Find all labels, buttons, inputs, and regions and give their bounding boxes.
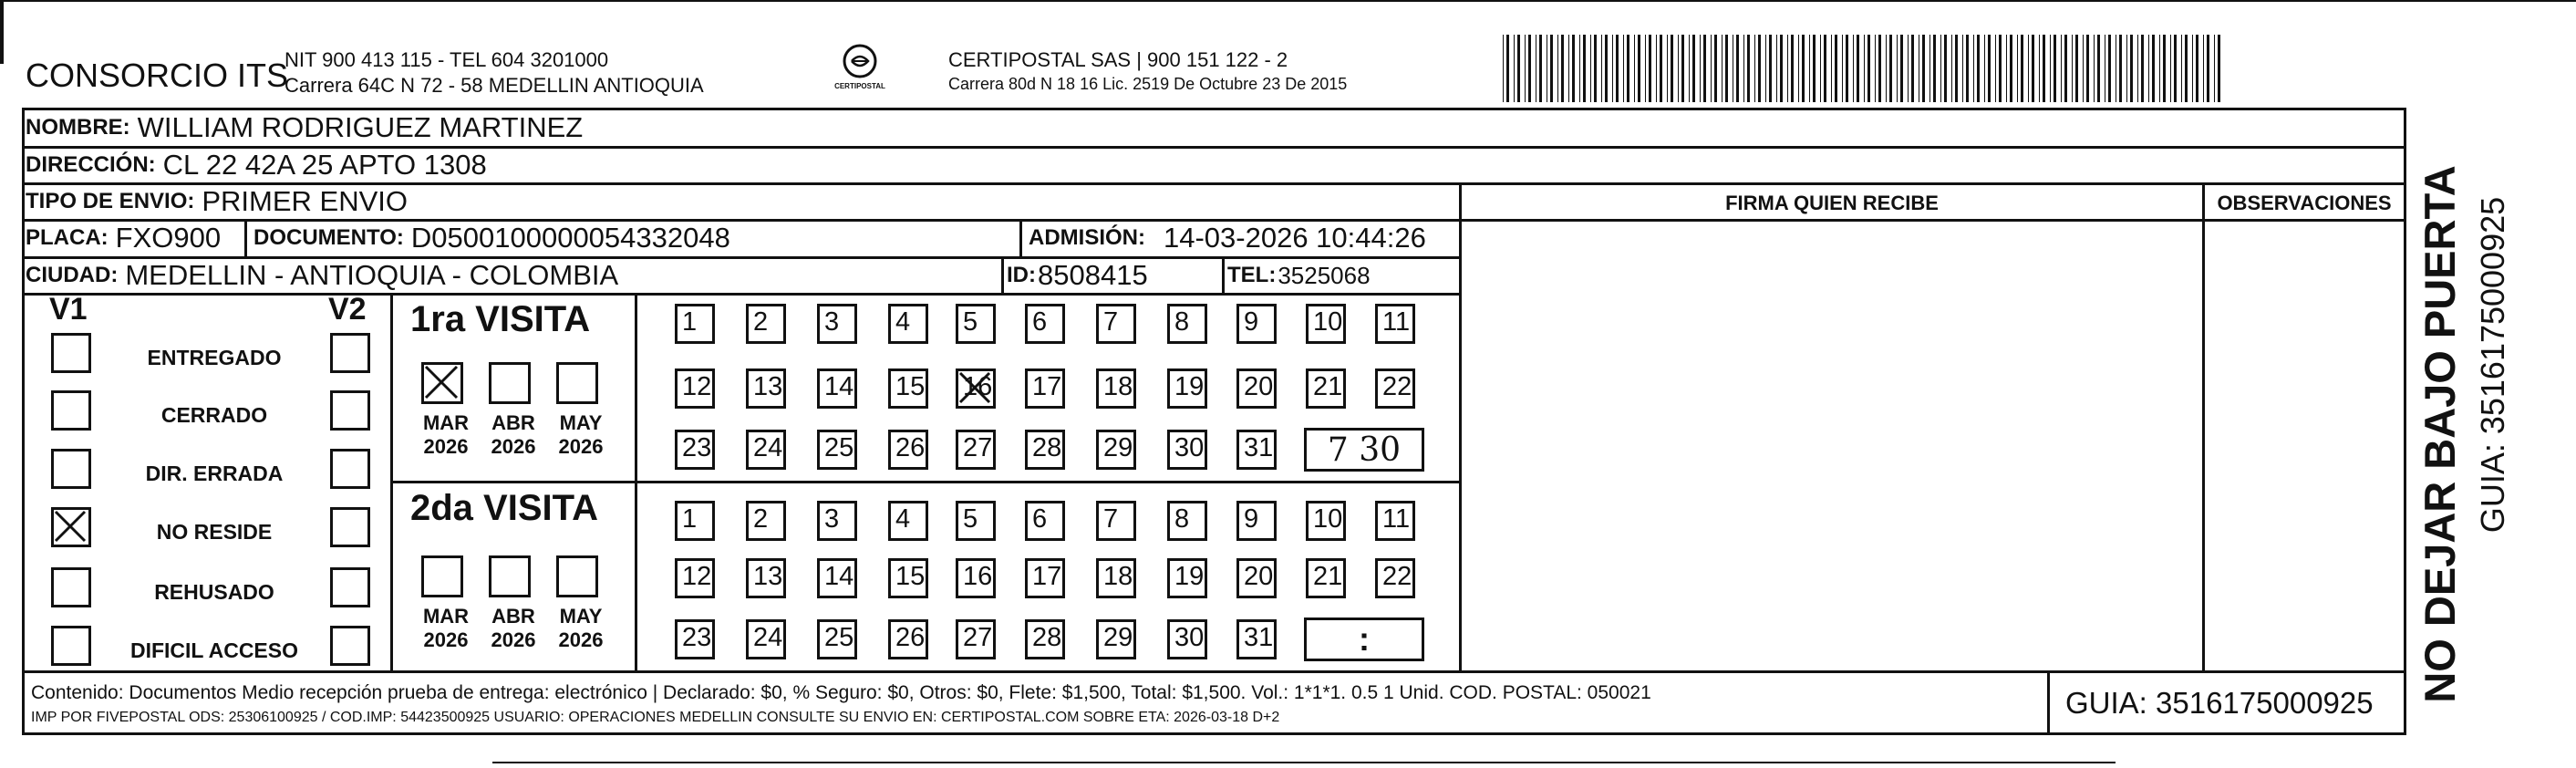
documento-label: DOCUMENTO: <box>253 225 404 250</box>
day-box[interactable] <box>888 619 928 659</box>
placa-split <box>244 219 247 257</box>
time-box[interactable]: : <box>1304 618 1424 661</box>
month-checkbox[interactable] <box>556 555 598 597</box>
admision-split <box>1019 219 1022 257</box>
day-number: 29 <box>1103 623 1133 652</box>
no-dejar-bajo-puerta: NO DEJAR BAJO PUERTA <box>2416 165 2464 703</box>
day-number: 7 <box>1103 504 1119 534</box>
day-number: 25 <box>824 623 854 652</box>
day-number: 3 <box>824 307 840 337</box>
day-box[interactable] <box>1167 430 1207 470</box>
certipostal-license: Carrera 80d N 18 16 Lic. 2519 De Octubre 23 De 2015 <box>948 75 1348 93</box>
day-box[interactable] <box>1236 558 1277 598</box>
documento-value: D0500100000054332048 <box>410 222 730 254</box>
day-box[interactable] <box>746 304 786 344</box>
day-number: 14 <box>824 562 854 591</box>
month-label: MAR <box>422 411 470 434</box>
day-number: 7 <box>1103 307 1119 337</box>
month-checkbox[interactable] <box>421 362 463 404</box>
admision-label: ADMISIÓN: <box>1029 225 1145 250</box>
month-label: ABR <box>491 411 535 434</box>
barcode <box>1503 35 2229 102</box>
day-box[interactable] <box>746 619 786 659</box>
status-v1-checkbox[interactable] <box>51 507 91 547</box>
day-box[interactable] <box>1236 619 1277 659</box>
day-box[interactable] <box>746 368 786 409</box>
day-number: 10 <box>1313 504 1343 534</box>
day-box[interactable] <box>956 619 996 659</box>
day-box[interactable] <box>1167 501 1207 541</box>
day-number: 8 <box>1174 504 1190 534</box>
day-number: 23 <box>682 623 712 652</box>
day-box[interactable] <box>675 619 715 659</box>
status-label: DIFICIL ACCESO <box>129 638 298 662</box>
direccion-value: CL 22 42A 25 APTO 1308 <box>162 149 487 181</box>
status-v2-checkbox[interactable] <box>330 507 370 547</box>
firma-header: FIRMA QUIEN RECIBE <box>1725 192 1939 214</box>
month-label: MAR <box>422 605 470 628</box>
ciudad-row <box>26 259 618 292</box>
tipo-row <box>26 185 408 218</box>
day-box[interactable] <box>956 304 996 344</box>
x-mark-icon <box>424 365 460 401</box>
status-v1-checkbox[interactable] <box>51 626 91 666</box>
day-number: 4 <box>895 307 911 337</box>
day-box[interactable] <box>1167 619 1207 659</box>
day-number: 8 <box>1174 307 1190 337</box>
tel-row <box>1227 259 1371 292</box>
id-row <box>1007 259 1148 292</box>
day-box[interactable] <box>817 558 857 598</box>
admision-value: 14-03-2026 10:44:26 <box>1164 222 1426 254</box>
day-number: 14 <box>824 372 854 401</box>
day-number: 26 <box>895 623 926 652</box>
v2-label: V2 <box>328 292 367 327</box>
day-number: 6 <box>1032 504 1048 534</box>
day-box[interactable] <box>1096 558 1136 598</box>
footer-imp: IMP POR FIVEPOSTAL ODS: 25306100925 / COD.IMP: 54423500925 USUARIO: OPERACIONES MEDELLIN CONSULTE SU ENVIO EN: CERTIPOSTAL.COM SOBRE ETA: 2026-03-18 D+2 <box>31 710 1280 725</box>
day-number: 19 <box>1174 372 1205 401</box>
guia-box-split <box>2047 670 2050 734</box>
day-number: 23 <box>682 433 712 462</box>
day-box[interactable] <box>1096 368 1136 409</box>
day-number: 15 <box>895 372 926 401</box>
day-number: 25 <box>824 433 854 462</box>
side-guia: GUIA: 3516175000925 <box>2474 196 2511 534</box>
day-number: 4 <box>895 504 911 534</box>
status-v2-checkbox[interactable] <box>330 449 370 489</box>
day-box[interactable] <box>1025 368 1065 409</box>
day-number: 3 <box>824 504 840 534</box>
day-number: 31 <box>1244 433 1274 462</box>
day-box[interactable] <box>956 430 996 470</box>
month-label: MAY <box>559 605 603 628</box>
day-number: 9 <box>1244 504 1259 534</box>
day-box[interactable] <box>1025 558 1065 598</box>
day-box[interactable] <box>817 619 857 659</box>
day-box[interactable] <box>746 501 786 541</box>
day-number: 1 <box>682 307 698 337</box>
day-box[interactable] <box>1025 619 1065 659</box>
month-checkbox[interactable] <box>556 362 598 404</box>
day-box[interactable] <box>675 558 715 598</box>
day-box[interactable] <box>1167 368 1207 409</box>
placa-value: FXO900 <box>115 222 222 254</box>
id-value: 8508415 <box>1038 259 1148 291</box>
day-box[interactable] <box>817 430 857 470</box>
day-number: 18 <box>1103 562 1133 591</box>
day-box[interactable] <box>956 558 996 598</box>
tipo-label: TIPO DE ENVIO: <box>26 189 195 213</box>
day-box[interactable] <box>1306 501 1346 541</box>
day-number: 24 <box>753 623 783 652</box>
day-number: 20 <box>1244 372 1274 401</box>
ciudad-value: MEDELLIN - ANTIOQUIA - COLOMBIA <box>125 259 619 291</box>
obs-left-line <box>2202 182 2205 672</box>
status-v1-checkbox[interactable] <box>51 390 91 431</box>
day-number: 27 <box>963 433 993 462</box>
certipostal-logo <box>832 42 888 95</box>
status-label: NO RESIDE <box>156 520 273 544</box>
frame-top <box>22 108 2406 110</box>
day-box[interactable] <box>888 304 928 344</box>
frame-left <box>22 108 25 734</box>
day-box[interactable] <box>1375 501 1415 541</box>
nombre-row <box>26 111 583 144</box>
day-box[interactable] <box>675 304 715 344</box>
day-number: 17 <box>1032 372 1062 401</box>
day-number: 6 <box>1032 307 1048 337</box>
company-name: CONSORCIO ITS <box>26 57 289 94</box>
status-label: REHUSADO <box>154 580 274 604</box>
day-box[interactable] <box>817 501 857 541</box>
status-label: CERRADO <box>160 403 268 427</box>
month-year: 2026 <box>558 628 604 651</box>
status-v2-checkbox[interactable] <box>330 333 370 373</box>
day-number: 26 <box>895 433 926 462</box>
day-box[interactable] <box>1167 558 1207 598</box>
day-box[interactable] <box>1306 304 1346 344</box>
bottom-rule <box>492 762 2116 763</box>
day-box[interactable] <box>817 304 857 344</box>
day-box[interactable] <box>675 501 715 541</box>
day-number: 12 <box>682 562 712 591</box>
day-box[interactable] <box>1096 430 1136 470</box>
top-border <box>0 0 2576 2</box>
day-number: 16 <box>963 372 993 401</box>
day-number: 24 <box>753 433 783 462</box>
day-number: 22 <box>1382 562 1412 591</box>
row-line-5 <box>22 293 1461 296</box>
visit2-title: 2da VISITA <box>410 488 598 528</box>
day-number: 21 <box>1313 562 1343 591</box>
observaciones-header: OBSERVACIONES <box>2217 192 2392 214</box>
day-box[interactable] <box>1236 304 1277 344</box>
day-number: 28 <box>1032 433 1062 462</box>
company-address: Carrera 64C N 72 - 58 MEDELLIN ANTIOQUIA <box>284 74 704 97</box>
tel-value: 3525068 <box>1278 261 1371 289</box>
day-box[interactable] <box>1025 430 1065 470</box>
month-checkbox[interactable] <box>421 555 463 597</box>
id-label: ID: <box>1007 263 1036 287</box>
month-year: 2026 <box>423 628 469 651</box>
day-box[interactable] <box>1236 501 1277 541</box>
day-number: 5 <box>963 307 978 337</box>
day-number: 31 <box>1244 623 1274 652</box>
day-box[interactable] <box>1236 368 1277 409</box>
day-number: 5 <box>963 504 978 534</box>
status-label: ENTREGADO <box>147 346 282 369</box>
day-number: 16 <box>963 562 993 591</box>
x-mark-icon <box>54 510 88 545</box>
day-number: 2 <box>753 307 769 337</box>
day-box[interactable] <box>817 368 857 409</box>
day-box[interactable] <box>1025 501 1065 541</box>
day-number: 11 <box>1382 504 1411 534</box>
day-box[interactable] <box>1306 368 1346 409</box>
day-number: 15 <box>895 562 926 591</box>
day-number: 17 <box>1032 562 1062 591</box>
certipostal-nit: CERTIPOSTAL SAS | 900 151 122 - 2 <box>948 48 1288 71</box>
day-box[interactable] <box>888 430 928 470</box>
ciudad-label: CIUDAD: <box>26 263 119 287</box>
status-label: DIR. ERRADA <box>145 462 284 485</box>
company-nit: NIT 900 413 115 - TEL 604 3201000 <box>284 48 609 71</box>
month-year: 2026 <box>423 435 469 458</box>
nombre-value: WILLIAM RODRIGUEZ MARTINEZ <box>137 111 584 143</box>
tel-split <box>1222 256 1225 295</box>
day-number: 20 <box>1244 562 1274 591</box>
day-number: 29 <box>1103 433 1133 462</box>
day-number: 10 <box>1313 307 1343 337</box>
placa-row <box>26 222 221 254</box>
day-number: 30 <box>1174 623 1205 652</box>
id-split <box>1001 256 1004 295</box>
day-box[interactable] <box>1375 368 1415 409</box>
day-number: 30 <box>1174 433 1205 462</box>
day-box[interactable] <box>1167 304 1207 344</box>
month-checkbox[interactable] <box>489 555 531 597</box>
nombre-label: NOMBRE: <box>26 115 130 140</box>
tipo-value: PRIMER ENVIO <box>202 185 409 217</box>
month-label: ABR <box>491 605 535 628</box>
day-number: 13 <box>753 562 783 591</box>
day-box[interactable] <box>888 558 928 598</box>
day-number: 13 <box>753 372 783 401</box>
day-number: 18 <box>1103 372 1133 401</box>
day-box[interactable] <box>956 368 996 409</box>
day-box[interactable] <box>1375 304 1415 344</box>
placa-label: PLACA: <box>26 225 109 250</box>
day-box[interactable] <box>888 501 928 541</box>
day-number: 21 <box>1313 372 1343 401</box>
month-year: 2026 <box>558 435 604 458</box>
month-checkbox[interactable] <box>489 362 531 404</box>
day-number: 1 <box>682 504 698 534</box>
month-year: 2026 <box>491 628 536 651</box>
day-number: 12 <box>682 372 712 401</box>
direccion-row <box>26 149 487 182</box>
day-number: 9 <box>1244 307 1259 337</box>
tel-label: TEL: <box>1227 263 1277 287</box>
day-box[interactable] <box>1025 304 1065 344</box>
status-v1-checkbox[interactable] <box>51 449 91 489</box>
documento-row <box>253 222 730 254</box>
status-v2-checkbox[interactable] <box>330 567 370 607</box>
day-box[interactable] <box>888 368 928 409</box>
day-box[interactable] <box>675 430 715 470</box>
time-box[interactable]: 7 30 <box>1304 428 1424 472</box>
month-year: 2026 <box>491 435 536 458</box>
v1-label: V1 <box>49 292 88 327</box>
status-v2-checkbox[interactable] <box>330 390 370 431</box>
day-box[interactable] <box>1375 558 1415 598</box>
day-box[interactable] <box>956 501 996 541</box>
certipostal-logo-text: CERTIPOSTAL <box>834 82 885 90</box>
day-number: 27 <box>963 623 993 652</box>
footer-guia-box: GUIA: 3516175000925 <box>2065 686 2374 720</box>
day-box[interactable] <box>1096 304 1136 344</box>
day-box[interactable] <box>675 368 715 409</box>
day-box[interactable] <box>1096 501 1136 541</box>
status-v2-checkbox[interactable] <box>330 626 370 666</box>
status-v1-checkbox[interactable] <box>51 333 91 373</box>
day-number: 28 <box>1032 623 1062 652</box>
day-number: 22 <box>1382 372 1412 401</box>
day-box[interactable] <box>1236 430 1277 470</box>
direccion-label: DIRECCIÓN: <box>26 152 156 177</box>
day-number: 19 <box>1174 562 1205 591</box>
month-label: MAY <box>559 411 603 434</box>
day-box[interactable] <box>746 558 786 598</box>
day-box[interactable] <box>746 430 786 470</box>
corner-mark <box>0 0 4 64</box>
day-number: 2 <box>753 504 769 534</box>
admision-row <box>1029 222 1426 254</box>
day-box[interactable] <box>1306 558 1346 598</box>
firma-left-line <box>1459 182 1462 672</box>
status-v1-checkbox[interactable] <box>51 567 91 607</box>
frame-right <box>2404 108 2406 735</box>
day-box[interactable] <box>1096 619 1136 659</box>
visit1-title: 1ra VISITA <box>410 299 591 339</box>
visit-mid-line <box>390 481 1461 483</box>
footer-contenido: Contenido: Documentos Medio recepción prueba de entrega: electrónico | Declarado: $0, % Seguro: $0, Otros: $0, Flete: $1,500, Total: $1,500. Vol.: 1*1*1. 0.5 1 Unid. COD. POSTAL: 050021 <box>31 682 1651 703</box>
day-number: 11 <box>1382 307 1411 337</box>
